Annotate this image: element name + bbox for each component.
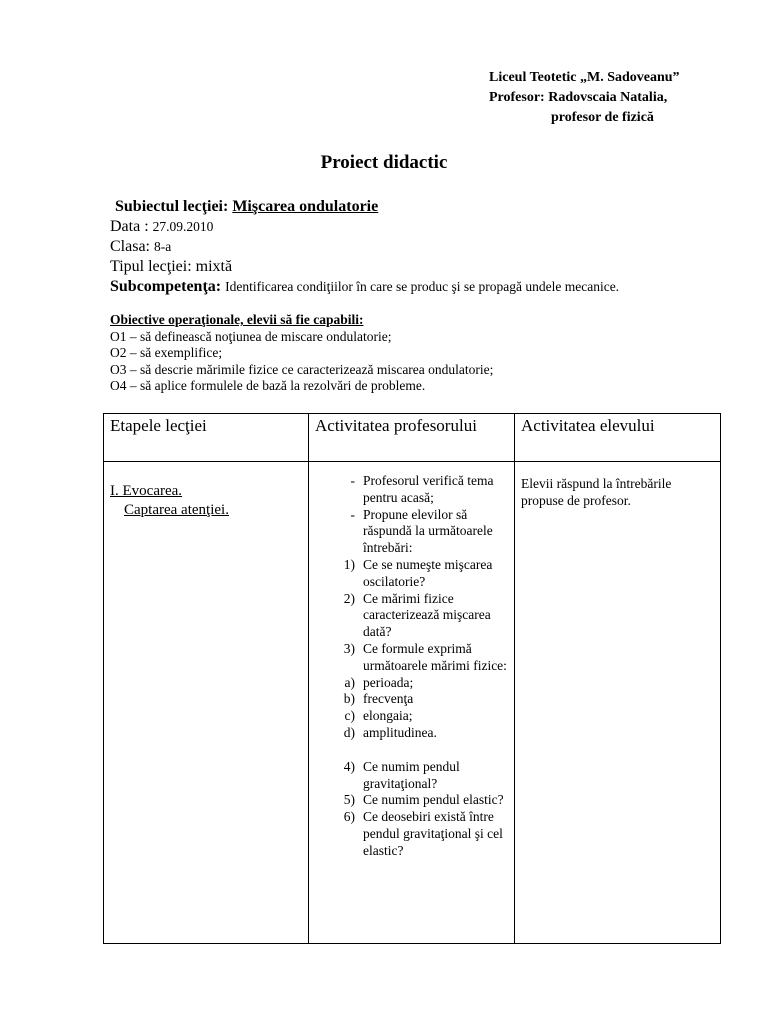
type-label: Tipul lecţiei: (110, 258, 192, 275)
subject-value: Mişcarea ondulatorie (232, 198, 379, 215)
class-value: 8-a (154, 239, 172, 254)
objective-item: O2 – să exemplifice; (110, 345, 223, 360)
objective-item: O3 – să descrie mărimile fizice ce caracterizează miscarea ondulatorie; (110, 361, 494, 377)
lesson-plan-table (103, 413, 721, 944)
objectives (110, 312, 493, 395)
table-header-row (104, 414, 721, 462)
school-name: Liceul Teotetic „M. Sadoveanu” (489, 70, 680, 85)
list-item: 6) Ce deosebiri există între pendul gravitaţional şi cel elastic? (343, 809, 503, 858)
col-header-teacher: Activitatea profesorului (309, 414, 515, 462)
list-item: - Propune elevilor să răspundă la următoarele întrebări: (350, 506, 493, 556)
document-header (489, 68, 680, 128)
date-line (110, 217, 619, 237)
list-item: 4) Ce numim pendul gravitaţional? (343, 758, 460, 791)
objective-item: O1 – să definească noţiunea de miscare ondulatorie; (110, 328, 392, 344)
list-item: 5) Ce numim pendul elastic? (343, 792, 504, 808)
list-item: a) perioada; (344, 674, 414, 690)
list-item: 1) Ce se numeşte mişcarea oscilatorie? (343, 556, 493, 589)
page-title: Proiect didactic (320, 152, 448, 173)
teacher-role: profesor de fizică (551, 110, 654, 125)
list-item: c) elongaia; (344, 708, 413, 724)
class-line (110, 237, 619, 257)
col-header-stages: Etapele lecţiei (104, 414, 309, 462)
subject-line (110, 197, 619, 217)
type-value: mixtă (195, 258, 233, 275)
date-label: Data : (110, 218, 149, 235)
lesson-info (110, 197, 619, 297)
table-row (104, 462, 721, 944)
competence-label: Subcompetenţa: (110, 278, 222, 295)
list-item: d) amplitudinea. (343, 724, 437, 740)
teacher-activity-cell (309, 462, 515, 944)
stage-subtitle: Captarea atenţiei. (124, 502, 229, 518)
class-label: Clasa: (110, 238, 150, 255)
list-item: b) frecvenţa (343, 691, 414, 707)
objectives-heading: Obiective operaţionale, elevii să fie capabili: (110, 312, 364, 327)
stage-cell (104, 462, 309, 944)
list-item: 3) Ce formule exprimă următoarele mărimi fizice: (343, 640, 507, 673)
list-item: - Profesorul verifică tema pentru acasă; (350, 473, 494, 505)
date-value: 27.09.2010 (152, 219, 214, 234)
student-activity-cell: Elevii răspund la întrebările propuse de profesor. (515, 462, 721, 944)
subject-label: Subiectul lecţiei: (115, 198, 229, 215)
stage-title: I. Evocarea. (110, 483, 183, 499)
col-header-student: Activitatea elevului (515, 414, 721, 462)
list-item: 2) Ce mărimi fizice caracterizează mişcarea dată? (343, 590, 491, 640)
competence-line (110, 277, 619, 297)
type-line (110, 257, 619, 277)
objective-item: O4 – să aplice formulele de bază la rezolvări de probleme. (110, 378, 426, 393)
teacher-name: Profesor: Radovscaia Natalia, (489, 90, 668, 105)
competence-value: Identificarea condiţiilor în care se produc şi se propagă undele mecanice. (225, 279, 620, 294)
